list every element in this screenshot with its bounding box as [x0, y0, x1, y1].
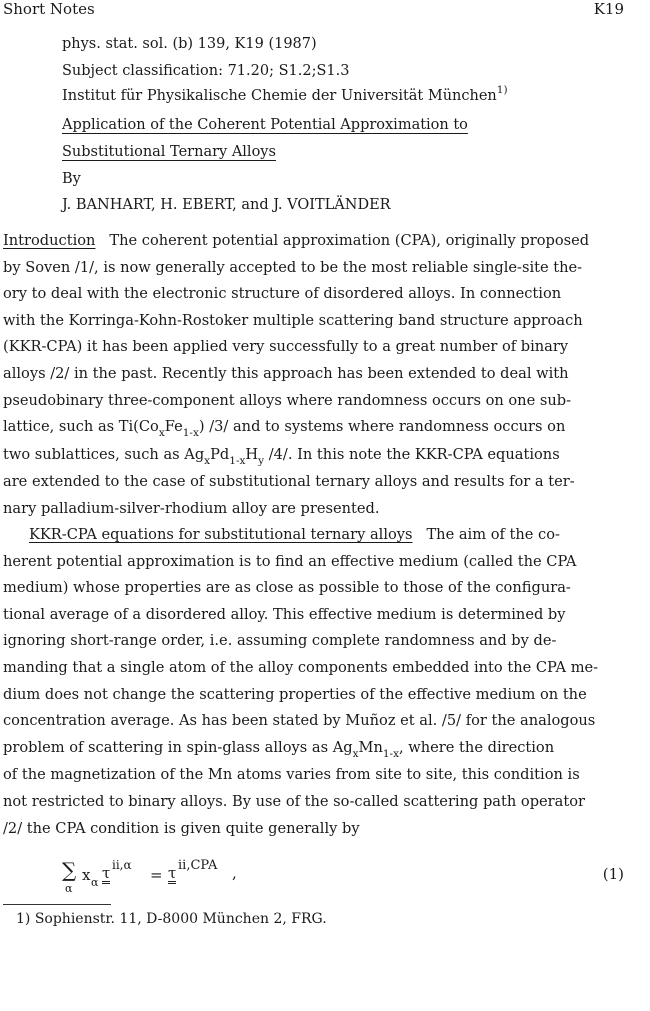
concentration-subscript: α: [91, 876, 99, 889]
text-span: two sublattices, such as Ag: [3, 445, 205, 463]
equation-comma: ,: [232, 864, 237, 882]
subscript: x: [352, 747, 359, 760]
tau-cpa-operator: τ: [168, 864, 177, 882]
text-line: are extended to the case of substitutional ternary alloys and results for a ter-: [3, 473, 575, 491]
text-span: Mn: [358, 738, 383, 756]
text-line: [3, 228, 633, 255]
text-line: dium does not change the scattering properties of the effective medium on the: [3, 685, 587, 703]
equals-sign: =: [150, 866, 163, 884]
institute-footnote-mark: 1): [496, 84, 508, 96]
institute: [62, 84, 508, 104]
citation: phys. stat. sol. (b) 139, K19 (1987): [62, 36, 317, 52]
introduction-heading: Introduction: [3, 232, 96, 249]
text-span: ) /3/ and to systems where randomness occurs on: [198, 418, 566, 436]
footnote: 1) Sophienstr. 11, D-8000 München 2, FRG.: [16, 911, 327, 927]
subscript: x: [204, 454, 211, 467]
text-span: The coherent potential approximation (CPA), originally proposed: [109, 232, 590, 249]
sum-symbol: ∑: [62, 858, 77, 882]
text-line: tional average of a disordered alloy. This effective medium is determined by: [3, 605, 566, 623]
text-line: alloys /2/ in the past. Recently this approach has been extended to deal with: [3, 364, 569, 382]
text-line: (KKR-CPA) it has been applied very successfully to a great number of binary: [3, 338, 569, 356]
subscript: 1-x: [382, 747, 399, 760]
text-span: H: [245, 445, 259, 463]
footnote-rule: [3, 904, 111, 905]
text-line: manding that a single atom of the alloy components embedded into the CPA me-: [3, 658, 599, 676]
tau-superscript: ii,α: [112, 858, 132, 872]
text-span: , where the direction: [399, 738, 555, 756]
text-line: [3, 414, 633, 442]
subscript: 1-x: [182, 427, 199, 440]
text-span: lattice, such as Ti(Co: [3, 418, 159, 436]
equation-number: (1): [602, 865, 624, 883]
text-line: [3, 442, 633, 470]
text-line: /2/ the CPA condition is given quite generally by: [3, 819, 360, 837]
text-line: ignoring short-range order, i.e. assuming complete randomness and by de-: [3, 632, 557, 650]
tau-cpa-superscript: ii,CPA: [178, 858, 218, 873]
article-title-line-2: Substitutional Ternary Alloys: [62, 144, 276, 160]
section-2-heading: KKR-CPA equations for substitutional ternary alloys: [29, 526, 413, 543]
text-line: [3, 522, 633, 549]
text-line: [3, 735, 633, 763]
text-span: The aim of the co-: [426, 526, 560, 543]
authors: J. BANHART, H. EBERT, and J. VOITLÄNDER: [62, 197, 391, 213]
text-line: ory to deal with the electronic structure of disordered alloys. In connection: [3, 285, 562, 303]
introduction-paragraph: [3, 228, 633, 523]
concentration-symbol: x: [82, 866, 91, 884]
text-line: herent potential approximation is to find an effective medium (called the CPA: [3, 552, 577, 570]
by-label: By: [62, 171, 81, 187]
text-line: concentration average. As has been stated by Muñoz et al. /5/ for the analogous: [3, 712, 596, 730]
text-span: Pd: [210, 445, 230, 463]
text-line: of the magnetization of the Mn atoms varies from site to site, this condition is: [3, 766, 580, 784]
page-number: K19: [593, 0, 624, 18]
subscript: x: [158, 427, 165, 440]
text-span: problem of scattering in spin-glass alloys as Ag: [3, 738, 353, 756]
subject-classification: Subject classification: 71.20; S1.2;S1.3: [62, 63, 350, 79]
tau-operator: τ: [102, 864, 111, 882]
text-line: nary palladium-silver-rhodium alloy are presented.: [3, 499, 380, 517]
article-title-line-1: Application of the Coherent Potential Approximation to: [62, 117, 468, 133]
running-header-left: Short Notes: [3, 0, 95, 18]
text-span: Fe: [164, 418, 183, 436]
cpa-equation: [62, 858, 362, 898]
section-2-paragraph: [3, 522, 633, 842]
subscript: 1-x: [229, 454, 246, 467]
text-line: pseudobinary three-component alloys where randomness occurs on one sub-: [3, 391, 572, 409]
sum-index: α: [65, 882, 73, 895]
text-span: /4/. In this note the KKR-CPA equations: [264, 445, 560, 463]
subscript: y: [258, 454, 265, 467]
text-line: medium) whose properties are as close as possible to those of the configura-: [3, 579, 571, 597]
text-line: with the Korringa-Kohn-Rostoker multiple scattering band structure approach: [3, 311, 583, 329]
text-line: by Soven /1/, is now generally accepted to be the most reliable single-site the-: [3, 258, 583, 276]
institute-name: Institut für Physikalische Chemie der Universität München: [62, 88, 497, 104]
text-line: not restricted to binary alloys. By use of the so-called scattering path operator: [3, 792, 585, 810]
